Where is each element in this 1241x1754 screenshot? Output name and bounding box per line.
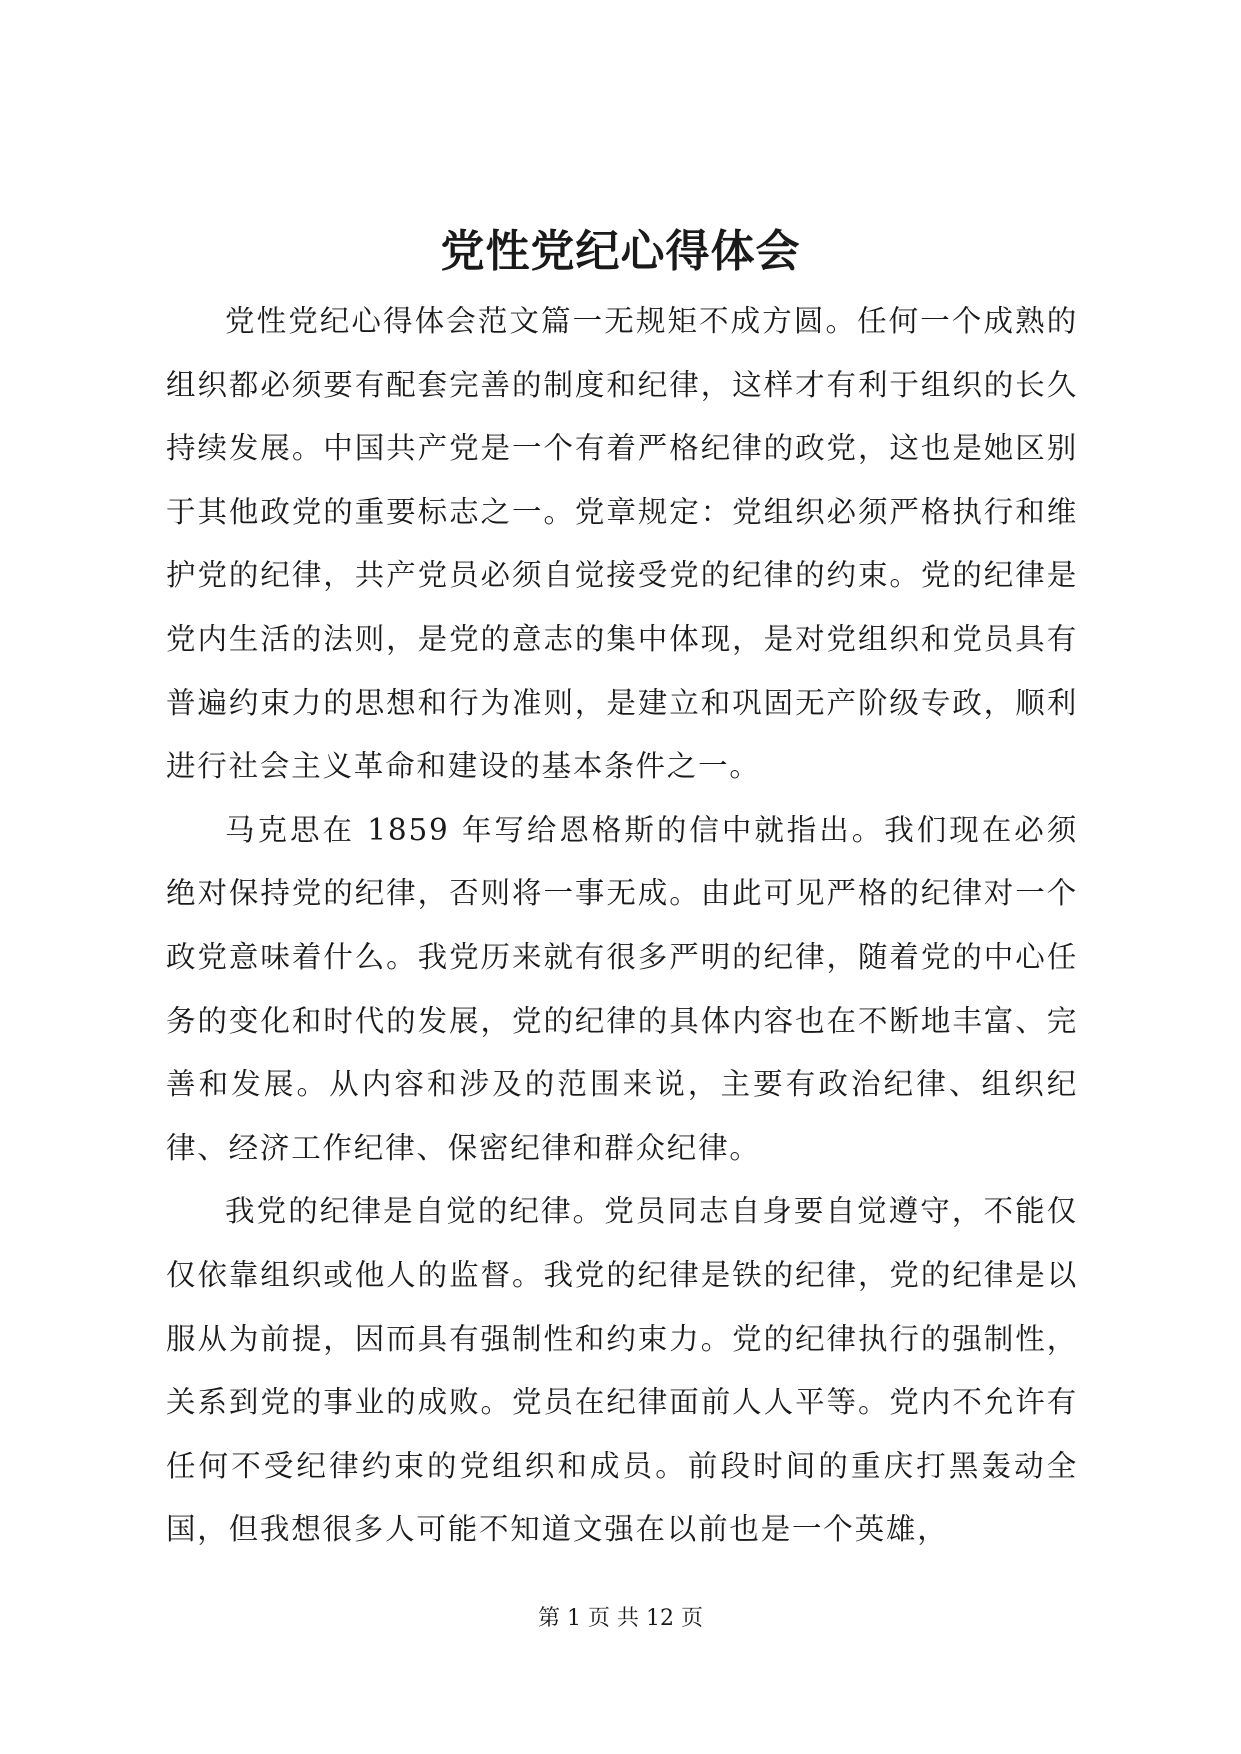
document-title: 党性党纪心得体会: [440, 226, 801, 277]
paragraph-3: 我党的纪律是自觉的纪律。党员同志自身要自觉遵守，不能仅仅依靠组织或他人的监督。我党的纪律是铁的纪律，党的纪律是以服从为前提，因而具有强制性和约束力。党的纪律执行的强制性，关系到党的事业的成败。党员在纪律面前人人平等。党内不允许有任何不受纪律约束的党组织和成员。前段时间的重庆打黑轰动全国，但我想很多人可能不知道文强在以前也是一个英雄，: [166, 1194, 1078, 1547]
paragraph-2: 马克思在 1859 年写给恩格斯的信中就指出。我们现在必须绝对保持党的纪律，否则将一事无成。由此可见严格的纪律对一个政党意味着什么。我党历来就有很多严明的纪律，随着党的中心任务的变化和时代的发展，党的纪律的具体内容也在不断地丰富、完善和发展。从内容和涉及的范围来说，主要有政治纪律、组织纪律、经济工作纪律、保密纪律和群众纪律。: [166, 812, 1078, 1165]
document-body: [166, 290, 1078, 1562]
page-footer: 第 1 页 共 12 页: [538, 1606, 703, 1631]
paragraph-1: 党性党纪心得体会范文篇一无规矩不成方圆。任何一个成熟的组织都必须要有配套完善的制度和纪律，这样才有利于组织的长久持续发展。中国共产党是一个有着严格纪律的政党，这也是她区别于其他政党的重要标志之一。党章规定：党组织必须严格执行和维护党的纪律，共产党员必须自觉接受党的纪律的约束。党的纪律是党内生活的法则，是党的意志的集中体现，是对党组织和党员具有普遍约束力的思想和行为准则，是建立和巩固无产阶级专政，顺利进行社会主义革命和建设的基本条件之一。: [166, 304, 1078, 784]
